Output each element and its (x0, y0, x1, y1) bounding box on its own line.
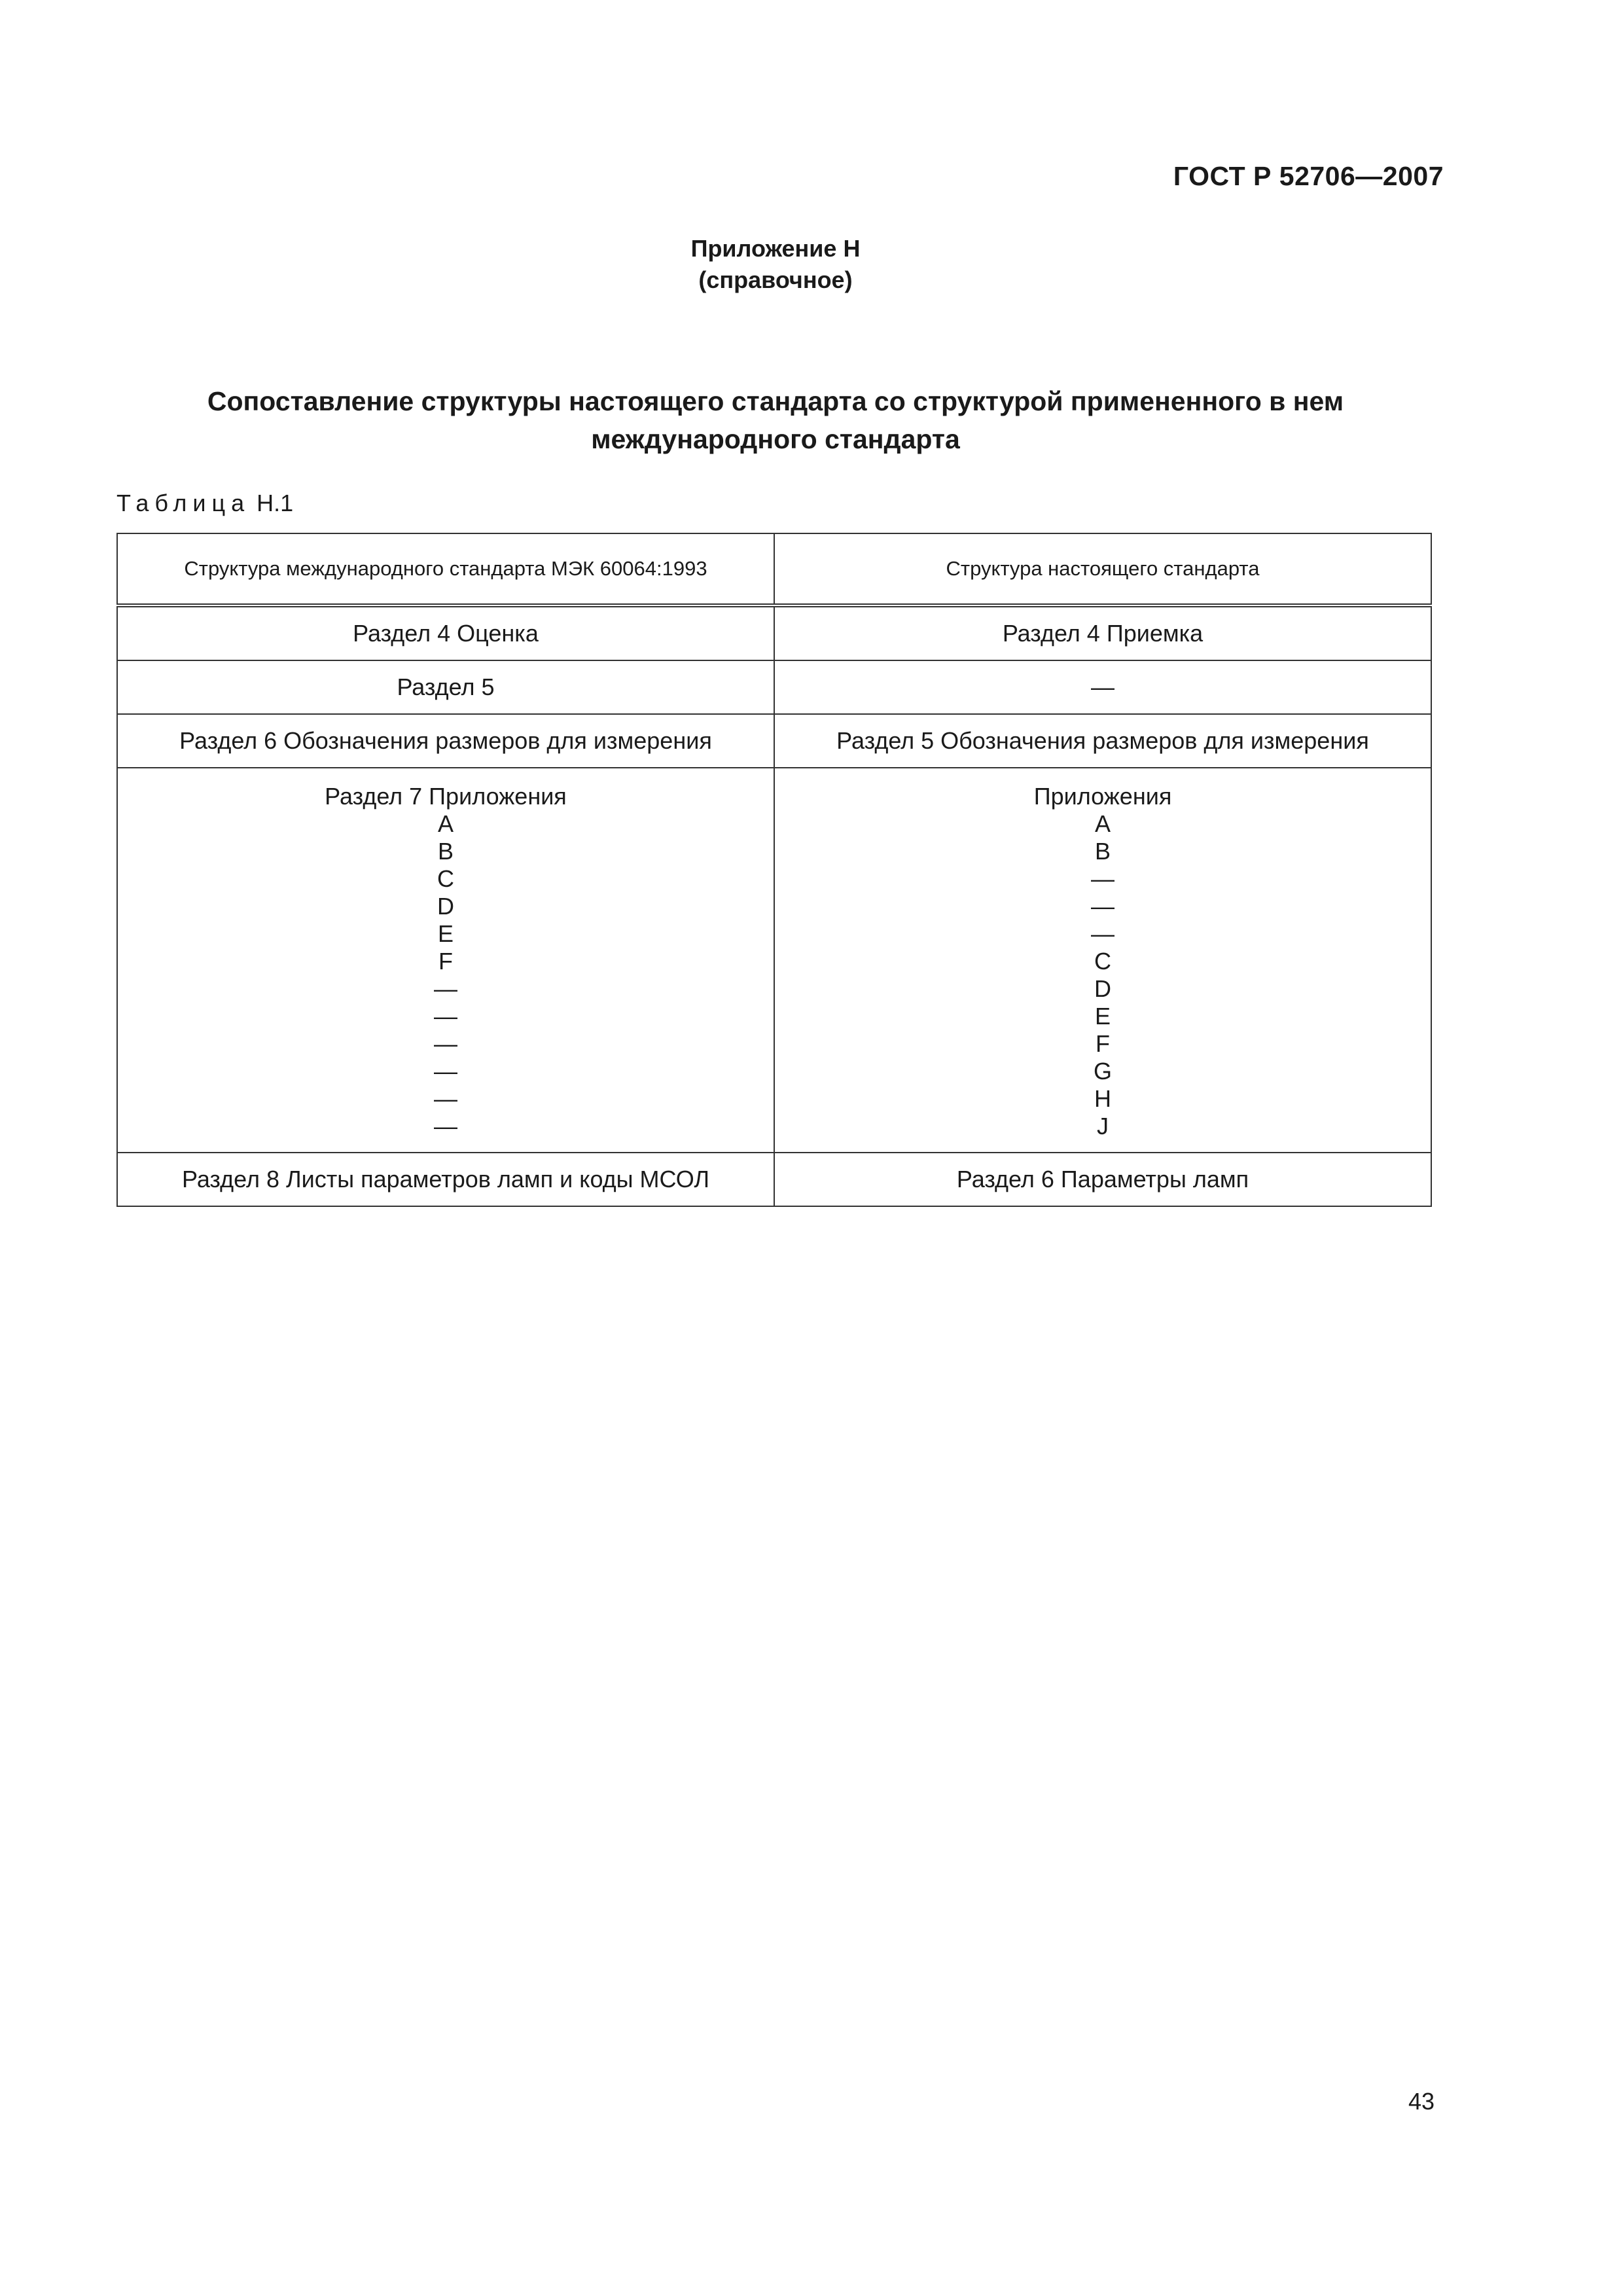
table-row-appendices (117, 768, 1431, 1153)
table-row (117, 605, 1431, 660)
document-number: ГОСТ Р 52706—2007 (1173, 161, 1444, 191)
page-number: 43 (1408, 2088, 1435, 2115)
page-title (0, 382, 1551, 458)
table-cell: Раздел 6 Обозначения размеров для измерения (117, 714, 774, 768)
appendix-title: Приложение Н (690, 235, 861, 262)
list-item: C (1094, 948, 1111, 975)
table-header-row (117, 533, 1431, 605)
list-item: — (434, 1058, 457, 1085)
table-cell: Раздел 4 Приемка (774, 605, 1431, 660)
list-item: — (1091, 865, 1115, 892)
list-item: F (438, 948, 453, 975)
list-item: Приложения (1033, 783, 1172, 810)
list-item: B (1094, 838, 1111, 865)
list-item: G (1093, 1058, 1112, 1085)
table-cell: Раздел 6 Параметры ламп (774, 1153, 1431, 1206)
page-title-line-1: Сопоставление структуры настоящего стандарта со структурой примененного в нем (207, 386, 1344, 416)
appendix-list-this-standard (774, 768, 1431, 1153)
table-caption (116, 490, 293, 517)
list-item: — (1091, 893, 1115, 920)
list-item: B (437, 838, 454, 865)
list-item: C (437, 865, 454, 892)
list-item: — (434, 1003, 457, 1030)
list-item: D (437, 893, 454, 920)
table-cell: Раздел 5 (117, 660, 774, 714)
list-item: — (434, 975, 457, 1002)
list-item: — (434, 1113, 457, 1139)
page-title-line-2: международного стандарта (591, 424, 960, 454)
list-item: — (434, 1085, 457, 1112)
table-caption-number: Н.1 (257, 490, 294, 516)
appendix-list-international (117, 768, 774, 1153)
table-caption-label: Таблица (116, 490, 251, 516)
list-item: A (437, 810, 454, 837)
table-cell: Раздел 4 Оценка (117, 605, 774, 660)
list-item: A (1094, 810, 1111, 837)
table-row (117, 714, 1431, 768)
list-item: E (1094, 1003, 1111, 1030)
list-item: — (434, 1030, 457, 1057)
list-item: F (1096, 1030, 1110, 1057)
list-item: D (1094, 975, 1111, 1002)
table-cell: — (774, 660, 1431, 714)
list-item: J (1097, 1113, 1109, 1139)
table-row (117, 1153, 1431, 1206)
list-item: H (1094, 1085, 1111, 1112)
appendix-subtitle: (справочное) (698, 266, 853, 293)
table-cell: Раздел 5 Обозначения размеров для измерения (774, 714, 1431, 768)
table-cell: Раздел 8 Листы параметров ламп и коды МСОЛ (117, 1153, 774, 1206)
header-this-standard-structure: Структура настоящего стандарта (774, 533, 1431, 605)
table-row (117, 660, 1431, 714)
structure-comparison-table (116, 533, 1432, 1207)
list-item: — (1091, 920, 1115, 947)
appendix-heading (0, 233, 1551, 296)
header-international-structure: Структура международного стандарта МЭК 60064:1993 (117, 533, 774, 605)
list-item: E (437, 920, 454, 947)
list-item: Раздел 7 Приложения (325, 783, 567, 810)
